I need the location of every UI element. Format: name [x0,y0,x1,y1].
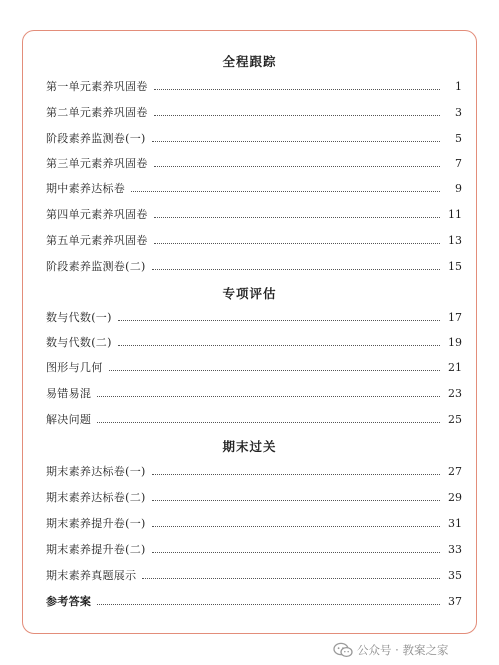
toc-entry[interactable] [46,334,462,350]
toc-entry[interactable] [46,78,462,94]
toc-entry[interactable] [46,567,462,583]
toc-entry-label: 解决问题 [46,413,92,426]
dot-leader [97,604,440,605]
dot-leader [142,578,440,579]
toc-entry-label: 参考答案 [46,595,92,608]
toc-entry-page: 23 [448,386,462,400]
toc-entry-label: 期末素养达标卷(一) [46,465,146,478]
toc-entry[interactable] [46,515,462,531]
dot-leader [152,474,440,475]
dot-leader [131,191,440,192]
toc-entry[interactable] [46,359,462,375]
toc-entry-page: 35 [448,568,462,582]
toc-entry-page: 7 [455,156,462,170]
toc-entry[interactable] [46,463,462,479]
dot-leader [154,89,440,90]
toc-entry-answers[interactable] [46,593,462,609]
dot-leader [152,141,440,142]
dot-leader [118,345,440,346]
toc-entry-page: 31 [448,516,462,530]
toc-entry-page: 13 [448,233,462,247]
toc-entry-page: 3 [455,105,462,119]
toc-entry-label: 期末素养达标卷(二) [46,491,146,504]
toc-entry-label: 第二单元素养巩固卷 [46,106,148,119]
toc-entry[interactable] [46,232,462,248]
toc-entry[interactable] [46,258,462,274]
dot-leader [152,500,440,501]
dot-leader [109,370,441,371]
toc-entry-label: 数与代数(一) [46,311,112,324]
toc-entry[interactable] [46,411,462,427]
watermark-text: 公众号 · 教案之家 [357,643,449,657]
dot-leader [154,217,440,218]
wechat-icon [333,642,353,658]
toc-entry[interactable] [46,385,462,401]
toc-entry-label: 期中素养达标卷 [46,182,126,195]
toc-entry-label: 期末素养真题展示 [46,569,137,582]
toc-entry[interactable] [46,104,462,120]
toc-entry-page: 25 [448,412,462,426]
toc-entry-label: 易错易混 [46,387,92,400]
toc-entry[interactable] [46,489,462,505]
toc-entry-page: 9 [455,181,462,195]
toc-entry-label: 第四单元素养巩固卷 [46,208,148,221]
watermark [333,641,448,659]
dot-leader [97,396,440,397]
toc-entry[interactable] [46,541,462,557]
toc-entry-page: 15 [448,259,462,273]
toc-entry-page: 19 [448,335,462,349]
toc-entry-page: 5 [455,131,462,145]
toc-entry-page: 11 [448,207,462,221]
toc-entry-page: 17 [448,310,462,324]
toc-entry-label: 第三单元素养巩固卷 [46,157,148,170]
toc-entry[interactable] [46,180,462,196]
toc-entry-page: 33 [448,542,462,556]
toc-entry-label: 第五单元素养巩固卷 [46,234,148,247]
toc-entry-page: 29 [448,490,462,504]
toc-entry-label: 阶段素养监测卷(一) [46,132,146,145]
dot-leader [152,269,440,270]
toc-entry[interactable] [46,309,462,325]
toc-entry[interactable] [46,206,462,222]
toc-entry-label: 第一单元素养巩固卷 [46,80,148,93]
toc-entry-page: 1 [455,79,462,93]
dot-leader [154,166,440,167]
toc-entry-page: 37 [448,594,462,608]
toc-entry-label: 图形与几何 [46,361,103,374]
dot-leader [118,320,440,321]
dot-leader [154,115,440,116]
section-title-assessment: 专项评估 [222,286,277,301]
toc-entry[interactable] [46,130,462,146]
toc-entry[interactable] [46,155,462,171]
section-title-final-review: 期末过关 [222,439,277,454]
section-title-tracking: 全程跟踪 [222,54,277,69]
toc-entry-label: 期末素养提升卷(二) [46,543,146,556]
dot-leader [154,243,440,244]
dot-leader [152,552,440,553]
toc-entry-page: 21 [448,360,462,374]
toc-entry-label: 数与代数(二) [46,336,112,349]
toc-entry-label: 期末素养提升卷(一) [46,517,146,530]
toc-entry-label: 阶段素养监测卷(二) [46,260,146,273]
dot-leader [97,422,440,423]
dot-leader [152,526,440,527]
toc-entry-page: 27 [448,464,462,478]
